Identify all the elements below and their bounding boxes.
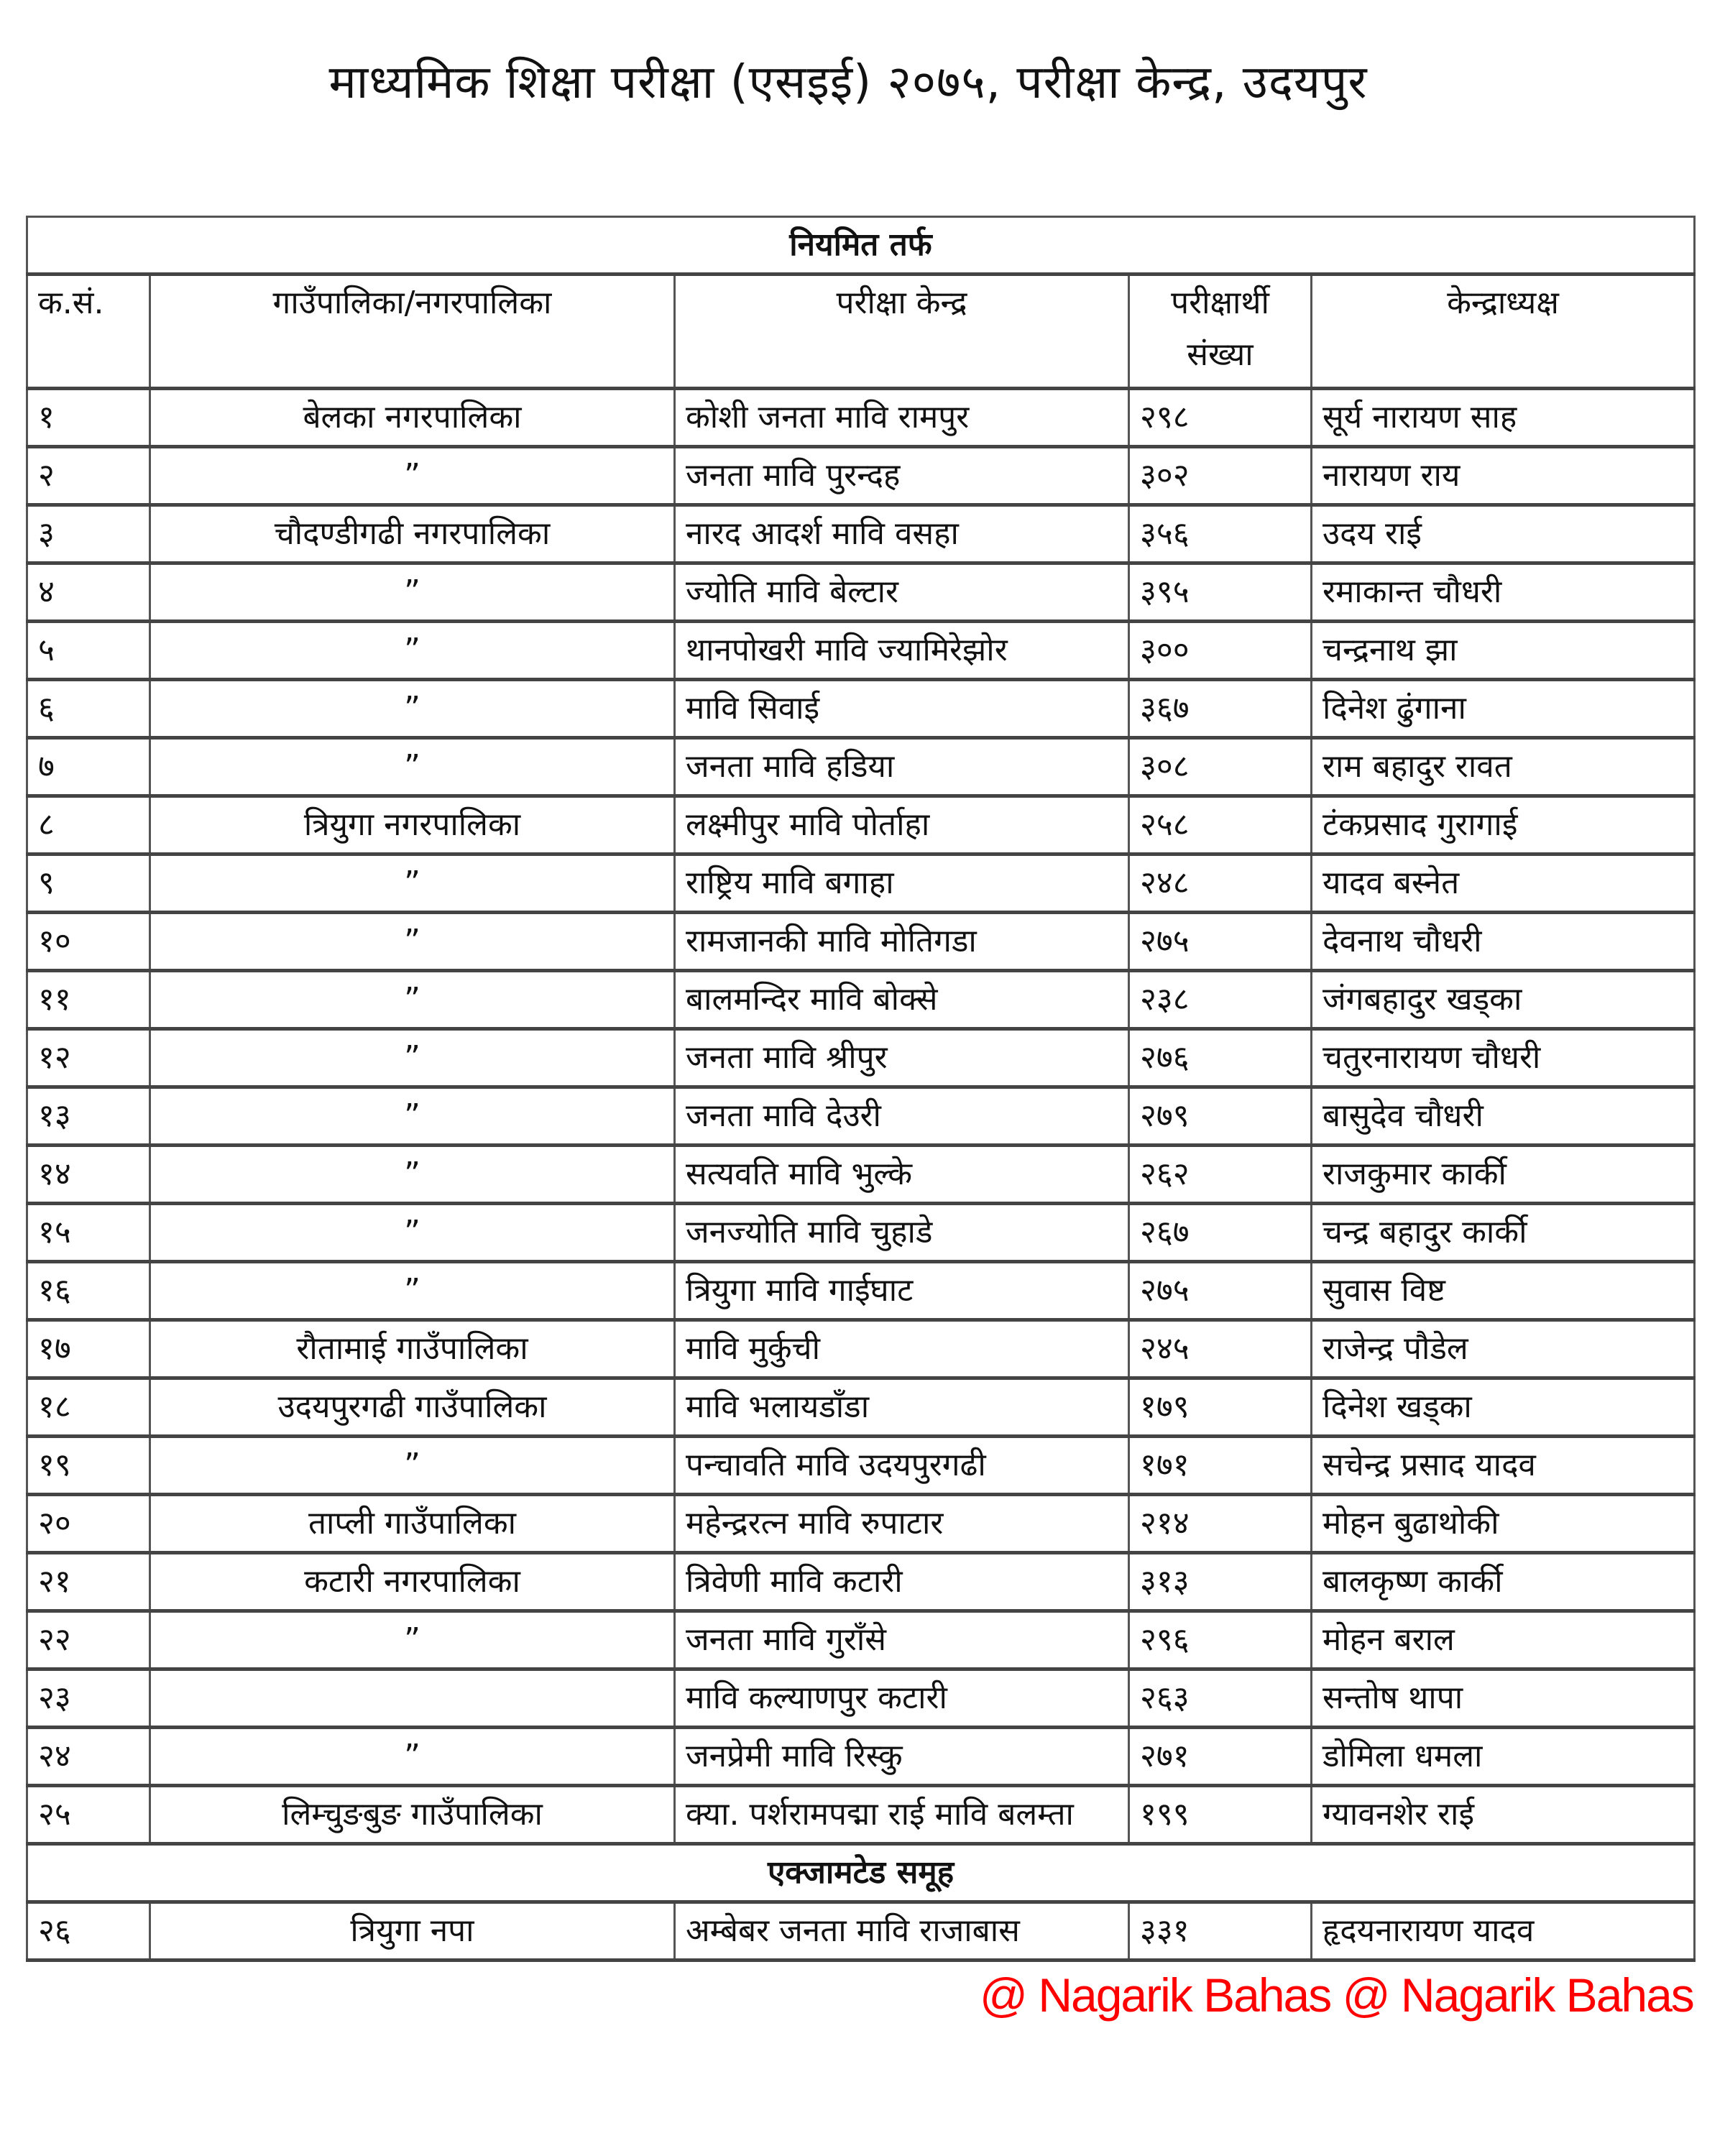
cell-sn: ८	[27, 796, 150, 854]
table-row	[27, 1029, 1695, 1087]
table-row	[27, 505, 1695, 563]
cell-center: त्रिवेणी मावि कटारी	[675, 1553, 1129, 1611]
table-row	[27, 1378, 1695, 1437]
cell-count: २७१	[1129, 1728, 1312, 1786]
cell-center: कोशी जनता मावि रामपुर	[675, 389, 1129, 447]
cell-count: ३१३	[1129, 1553, 1312, 1611]
cell-municipality: ”	[150, 1087, 675, 1146]
cell-count: २७५	[1129, 913, 1312, 971]
cell-center: त्रियुगा मावि गाईघाट	[675, 1262, 1129, 1320]
table-header-row	[27, 275, 1695, 389]
header-center: परीक्षा केन्द्र	[675, 275, 1129, 389]
cell-municipality: ”	[150, 1029, 675, 1087]
cell-chief: चन्द्र बहादुर कार्की	[1312, 1204, 1695, 1262]
cell-municipality: ”	[150, 680, 675, 738]
cell-chief: नारायण राय	[1312, 447, 1695, 505]
cell-chief: राजकुमार कार्की	[1312, 1146, 1695, 1204]
header-count: परीक्षार्थी संख्या	[1129, 275, 1312, 389]
cell-chief: बालकृष्ण कार्की	[1312, 1553, 1695, 1611]
cell-count: २७६	[1129, 1029, 1312, 1087]
cell-count: २६२	[1129, 1146, 1312, 1204]
cell-count: २६३	[1129, 1669, 1312, 1728]
cell-center: जनता मावि गुराँसे	[675, 1611, 1129, 1669]
cell-count: ३६७	[1129, 680, 1312, 738]
cell-chief: हृदयनारायण यादव	[1312, 1902, 1695, 1961]
cell-chief: मोहन बराल	[1312, 1611, 1695, 1669]
cell-sn: २६	[27, 1902, 150, 1961]
cell-center: बालमन्दिर मावि बोक्से	[675, 971, 1129, 1029]
table-row	[27, 796, 1695, 854]
cell-sn: १५	[27, 1204, 150, 1262]
cell-chief: राम बहादुर रावत	[1312, 738, 1695, 796]
cell-sn: १४	[27, 1146, 150, 1204]
exam-center-table	[26, 216, 1696, 1962]
table-row	[27, 913, 1695, 971]
cell-center: क्या. पर्शरामपद्मा राई मावि बलम्ता	[675, 1786, 1129, 1844]
table-row	[27, 1728, 1695, 1786]
cell-municipality: ”	[150, 1204, 675, 1262]
header-sn: क.सं.	[27, 275, 150, 389]
cell-sn: २४	[27, 1728, 150, 1786]
cell-municipality: ”	[150, 1728, 675, 1786]
cell-municipality: ”	[150, 913, 675, 971]
cell-count: २९८	[1129, 389, 1312, 447]
section-title-exempted: एक्जामटेड समूह	[27, 1844, 1695, 1902]
cell-municipality: ”	[150, 447, 675, 505]
table-row	[27, 447, 1695, 505]
table-row	[27, 389, 1695, 447]
header-municipality: गाउँपालिका/नगरपालिका	[150, 275, 675, 389]
cell-count: १७९	[1129, 1378, 1312, 1437]
cell-municipality: उदयपुरगढी गाउँपालिका	[150, 1378, 675, 1437]
cell-count: २६७	[1129, 1204, 1312, 1262]
table-row	[27, 854, 1695, 913]
cell-sn: ७	[27, 738, 150, 796]
cell-municipality: ”	[150, 1437, 675, 1495]
table-row	[27, 680, 1695, 738]
cell-count: ३००	[1129, 622, 1312, 680]
cell-center: थानपोखरी मावि ज्यामिरेझोर	[675, 622, 1129, 680]
cell-sn: २३	[27, 1669, 150, 1728]
cell-chief: दिनेश ढुंगाना	[1312, 680, 1695, 738]
cell-count: ३०८	[1129, 738, 1312, 796]
cell-municipality: ”	[150, 1611, 675, 1669]
cell-sn: १७	[27, 1320, 150, 1378]
cell-chief: टंकप्रसाद गुरागाई	[1312, 796, 1695, 854]
cell-center: पन्चावति मावि उदयपुरगढी	[675, 1437, 1129, 1495]
cell-chief: देवनाथ चौधरी	[1312, 913, 1695, 971]
table-row	[27, 1902, 1695, 1961]
cell-chief: चतुरनारायण चौधरी	[1312, 1029, 1695, 1087]
cell-sn: ६	[27, 680, 150, 738]
cell-municipality: ”	[150, 854, 675, 913]
cell-center: रामजानकी मावि मोतिगडा	[675, 913, 1129, 971]
cell-count: ३०२	[1129, 447, 1312, 505]
table-row	[27, 1204, 1695, 1262]
cell-center: मावि सिवाई	[675, 680, 1129, 738]
header-chief: केन्द्राध्यक्ष	[1312, 275, 1695, 389]
table-row	[27, 1320, 1695, 1378]
cell-chief: रमाकान्त चौधरी	[1312, 563, 1695, 622]
cell-chief: चन्द्रनाथ झा	[1312, 622, 1695, 680]
cell-chief: सुवास विष्ट	[1312, 1262, 1695, 1320]
cell-count: २९६	[1129, 1611, 1312, 1669]
cell-sn: १६	[27, 1262, 150, 1320]
cell-chief: जंगबहादुर खड्का	[1312, 971, 1695, 1029]
section-title-regular: नियमित तर्फ	[27, 217, 1695, 275]
cell-center: जनता मावि श्रीपुर	[675, 1029, 1129, 1087]
cell-count: ३९५	[1129, 563, 1312, 622]
cell-center: मावि मुर्कुची	[675, 1320, 1129, 1378]
cell-chief: उदय राई	[1312, 505, 1695, 563]
cell-municipality: ”	[150, 971, 675, 1029]
section-regular	[27, 217, 1695, 275]
table-row	[27, 738, 1695, 796]
cell-sn: १३	[27, 1087, 150, 1146]
cell-municipality: रौतामाई गाउँपालिका	[150, 1320, 675, 1378]
cell-count: २४८	[1129, 854, 1312, 913]
cell-count: २७५	[1129, 1262, 1312, 1320]
cell-chief: राजेन्द्र पौडेल	[1312, 1320, 1695, 1378]
cell-sn: १८	[27, 1378, 150, 1437]
cell-center: लक्ष्मीपुर मावि पोर्ताहा	[675, 796, 1129, 854]
table-row	[27, 563, 1695, 622]
cell-count: ३३१	[1129, 1902, 1312, 1961]
cell-center: जनप्रेमी मावि रिस्कु	[675, 1728, 1129, 1786]
table-row	[27, 1495, 1695, 1553]
table-row	[27, 1611, 1695, 1669]
cell-count: २१४	[1129, 1495, 1312, 1553]
cell-sn: ४	[27, 563, 150, 622]
cell-municipality: कटारी नगरपालिका	[150, 1553, 675, 1611]
table-row	[27, 971, 1695, 1029]
cell-count: १९९	[1129, 1786, 1312, 1844]
table-row	[27, 1146, 1695, 1204]
cell-sn: १०	[27, 913, 150, 971]
cell-chief: बासुदेव चौधरी	[1312, 1087, 1695, 1146]
cell-sn: ९	[27, 854, 150, 913]
cell-chief: मोहन बुढाथोकी	[1312, 1495, 1695, 1553]
cell-chief: यादव बस्नेत	[1312, 854, 1695, 913]
cell-center: जनता मावि हडिया	[675, 738, 1129, 796]
cell-chief: सचेन्द्र प्रसाद यादव	[1312, 1437, 1695, 1495]
cell-chief: सन्तोष थापा	[1312, 1669, 1695, 1728]
cell-municipality: ताप्ली गाउँपालिका	[150, 1495, 675, 1553]
cell-municipality	[150, 1669, 675, 1728]
cell-sn: २२	[27, 1611, 150, 1669]
cell-municipality: लिम्चुङबुङ गाउँपालिका	[150, 1786, 675, 1844]
cell-count: २५८	[1129, 796, 1312, 854]
table-row	[27, 622, 1695, 680]
table-row	[27, 1553, 1695, 1611]
cell-municipality: बेलका नगरपालिका	[150, 389, 675, 447]
cell-center: मावि कल्याणपुर कटारी	[675, 1669, 1129, 1728]
watermark: @ Nagarik Bahas @ Nagarik Bahas	[980, 1968, 1693, 2022]
table-row	[27, 1786, 1695, 1844]
table-row	[27, 1669, 1695, 1728]
page-title: माध्यमिक शिक्षा परीक्षा (एसइई) २०७५, परीक्षा केन्द्र, उदयपुर	[328, 56, 1368, 109]
cell-center: सत्यवति मावि भुल्के	[675, 1146, 1129, 1204]
cell-center: जनज्योति मावि चुहाडे	[675, 1204, 1129, 1262]
cell-sn: ५	[27, 622, 150, 680]
cell-center: राष्ट्रिय मावि बगाहा	[675, 854, 1129, 913]
cell-sn: १२	[27, 1029, 150, 1087]
section-exempted	[27, 1844, 1695, 1902]
cell-sn: २०	[27, 1495, 150, 1553]
cell-chief: सूर्य नारायण साह	[1312, 389, 1695, 447]
cell-sn: १९	[27, 1437, 150, 1495]
cell-municipality: त्रियुगा नपा	[150, 1902, 675, 1961]
cell-sn: ११	[27, 971, 150, 1029]
cell-chief: ग्यावनशेर राई	[1312, 1786, 1695, 1844]
cell-sn: १	[27, 389, 150, 447]
cell-center: ज्योति मावि बेल्टार	[675, 563, 1129, 622]
cell-count: ३५६	[1129, 505, 1312, 563]
cell-municipality: ”	[150, 563, 675, 622]
cell-municipality: ”	[150, 622, 675, 680]
cell-sn: २	[27, 447, 150, 505]
cell-municipality: ”	[150, 1262, 675, 1320]
table-row	[27, 1262, 1695, 1320]
table-row	[27, 1087, 1695, 1146]
cell-count: २३८	[1129, 971, 1312, 1029]
table-row	[27, 1437, 1695, 1495]
cell-center: अम्बेबर जनता मावि राजाबास	[675, 1902, 1129, 1961]
cell-sn: २१	[27, 1553, 150, 1611]
cell-count: २४५	[1129, 1320, 1312, 1378]
cell-municipality: चौदण्डीगढी नगरपालिका	[150, 505, 675, 563]
cell-center: मावि भलायडाँडा	[675, 1378, 1129, 1437]
cell-center: नारद आदर्श मावि वसहा	[675, 505, 1129, 563]
cell-municipality: त्रियुगा नगरपालिका	[150, 796, 675, 854]
cell-count: २७९	[1129, 1087, 1312, 1146]
cell-sn: ३	[27, 505, 150, 563]
cell-center: जनता मावि पुरन्दह	[675, 447, 1129, 505]
cell-municipality: ”	[150, 1146, 675, 1204]
cell-center: जनता मावि देउरी	[675, 1087, 1129, 1146]
cell-chief: डोमिला धमला	[1312, 1728, 1695, 1786]
cell-sn: २५	[27, 1786, 150, 1844]
cell-chief: दिनेश खड्का	[1312, 1378, 1695, 1437]
cell-municipality: ”	[150, 738, 675, 796]
cell-center: महेन्द्ररत्न मावि रुपाटार	[675, 1495, 1129, 1553]
cell-count: १७१	[1129, 1437, 1312, 1495]
